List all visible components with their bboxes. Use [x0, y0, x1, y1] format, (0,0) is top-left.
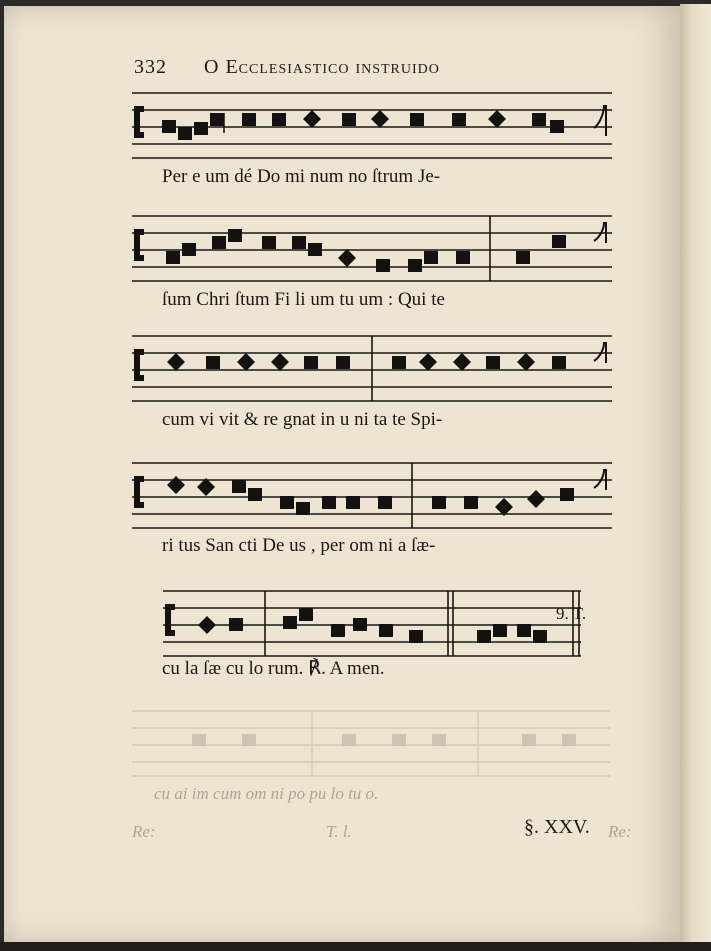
- neumes-4: [134, 470, 606, 516]
- book-page: [4, 6, 680, 942]
- music-staff-2: [132, 211, 614, 286]
- lyrics-line-5: cu la ſæ cu lo rum. ℟. A men.: [162, 658, 385, 679]
- music-staff-5: [132, 586, 614, 661]
- music-staff-4: [132, 458, 614, 533]
- neumes-1: [134, 106, 606, 140]
- c-clef-icon: [134, 106, 144, 138]
- running-header: [134, 54, 554, 84]
- neumes-5: [165, 604, 547, 643]
- lyrics-line-1: Per e um dé Do mi num no ſtrum Je-: [162, 166, 441, 187]
- music-staff-1: [132, 88, 614, 163]
- page-number: 332: [134, 56, 167, 78]
- neumes-3: [134, 343, 606, 381]
- bleed-through-mark-left: Re:: [132, 822, 156, 841]
- bleed-through-mark-middle: T. l.: [326, 822, 352, 841]
- neumes-2: [134, 223, 606, 272]
- lyrics-line-3: cum vi vit & re gnat in u ni ta te Spi-: [162, 409, 443, 430]
- versicle-mark: 9. T.: [556, 604, 587, 623]
- facing-page-edge: [680, 4, 711, 944]
- lyrics-line-4: ri tus San cti De us , per om ni a ſæ-: [162, 535, 436, 556]
- bleed-through-mark-right: Re:: [608, 822, 632, 841]
- running-title: O Ecclesiastico instruido: [204, 56, 440, 78]
- scan-border: [0, 942, 711, 951]
- music-staff-3: [132, 331, 614, 406]
- lyrics-line-2: ſum Chri ſtum Fi li um tu um : Qui te: [162, 289, 445, 310]
- bleed-through-lyric: cu ai im cum om ni po pu lo tu o.: [154, 784, 379, 803]
- section-heading: §. XXV.: [524, 816, 590, 838]
